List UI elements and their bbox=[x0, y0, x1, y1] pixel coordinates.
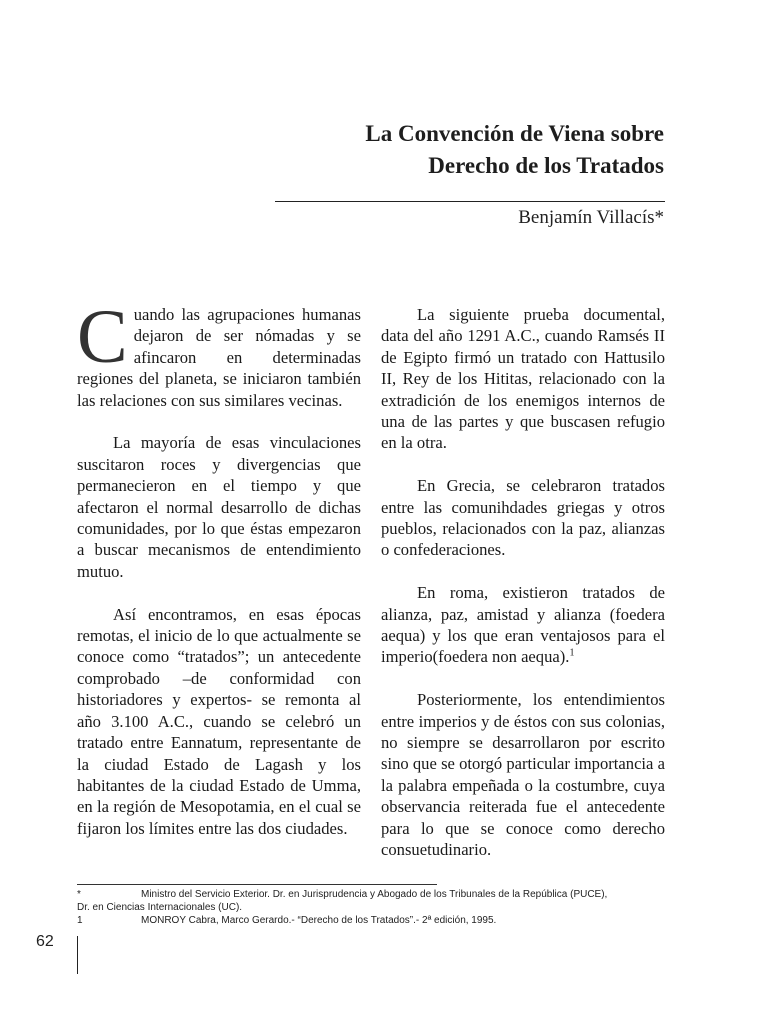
paragraph bbox=[381, 582, 665, 668]
author-name: Benjamín Villacís* bbox=[518, 207, 664, 228]
title-divider bbox=[275, 201, 665, 202]
paragraph: Así encontramos, en esas épocas remotas, el inicio de lo que actualmente se conoce como “tratados”; un antecedente comprobado –de conformidad con historiadores y expertos- se remonta al año 3.100 A.C., cuando se celebró un tratado entre Eannatum, representante de la ciudad Estado de Lagash y los habitantes de la ciudad Estado de Umma, en la región de Mesopotamia, en el cual se fijaron los límites entre las dos ciudades. bbox=[77, 604, 361, 838]
page-number-divider bbox=[77, 936, 78, 974]
footnote-author bbox=[77, 888, 667, 914]
drop-cap: C bbox=[77, 295, 128, 379]
page-number: 62 bbox=[36, 933, 54, 950]
article-title-line-1: La Convención de Viena sobre bbox=[365, 121, 664, 146]
footnote-text: Ministro del Servicio Exterior. Dr. en Jurisprudencia y Abogado de los Tribunales de la República (PUCE), bbox=[141, 889, 608, 900]
footnote-mark: 1 bbox=[77, 915, 83, 926]
paragraph: La mayoría de esas vinculaciones suscitaron roces y divergencias que permanecieron en el tiempo y que afectaron el normal desarrollo de dichas comunidades, por lo que éstas empezaron a buscar mecanismos de entendimiento mutuo. bbox=[77, 433, 361, 581]
footnote-mark: * bbox=[77, 889, 81, 900]
paragraph: Posteriormente, los entendimientos entre imperios y de éstos con sus colonias, no siempre se desarrollaron por escrito sino que se otorgó particular importancia a la palabra empeñada o la costumbre, cuya observancia reiterada fue el antecedente para lo que se conoce como derecho consuetudinario. bbox=[381, 690, 665, 860]
footnote-text: MONROY Cabra, Marco Gerardo.- “Derecho de los Tratados”.- 2ª edición, 1995. bbox=[141, 915, 497, 926]
right-column bbox=[381, 304, 665, 882]
footnote-1 bbox=[77, 914, 667, 927]
footnotes bbox=[77, 888, 667, 927]
article-title-line-2: Derecho de los Tratados bbox=[428, 153, 664, 178]
footnote-reference[interactable]: 1 bbox=[569, 647, 575, 659]
paragraph-text: uando las agrupaciones humanas dejaron de ser nómadas y se afincaron en determinadas regiones del planeta, se iniciaron también las relaciones con sus similares vecinas. bbox=[77, 305, 361, 410]
paragraph-text: En roma, existieron tratados de alianza, paz, amistad y alianza (foedera aequa) y los que eran ventajosos para el imperio(foedera non aequa). bbox=[381, 583, 665, 667]
article-title bbox=[244, 118, 664, 182]
left-column bbox=[77, 295, 361, 861]
paragraph: La siguiente prueba documental, data del año 1291 A.C., cuando Ramsés II de Egipto firmó un tratado con Hattusilo II, Rey de los Hititas, relacionado con la extradición de los enemigos internos de una de las partes y que buscasen refugio en la otra. bbox=[381, 305, 665, 453]
footnote-divider bbox=[77, 884, 437, 885]
paragraph: En Grecia, se celebraron tratados entre las comunihdades griegas y otros pueblos, relacionados con la paz, alianzas o confederaciones. bbox=[381, 476, 665, 560]
paragraph bbox=[77, 295, 361, 411]
footnote-continuation: Dr. en Ciencias Internacionales (UC). bbox=[77, 902, 243, 913]
